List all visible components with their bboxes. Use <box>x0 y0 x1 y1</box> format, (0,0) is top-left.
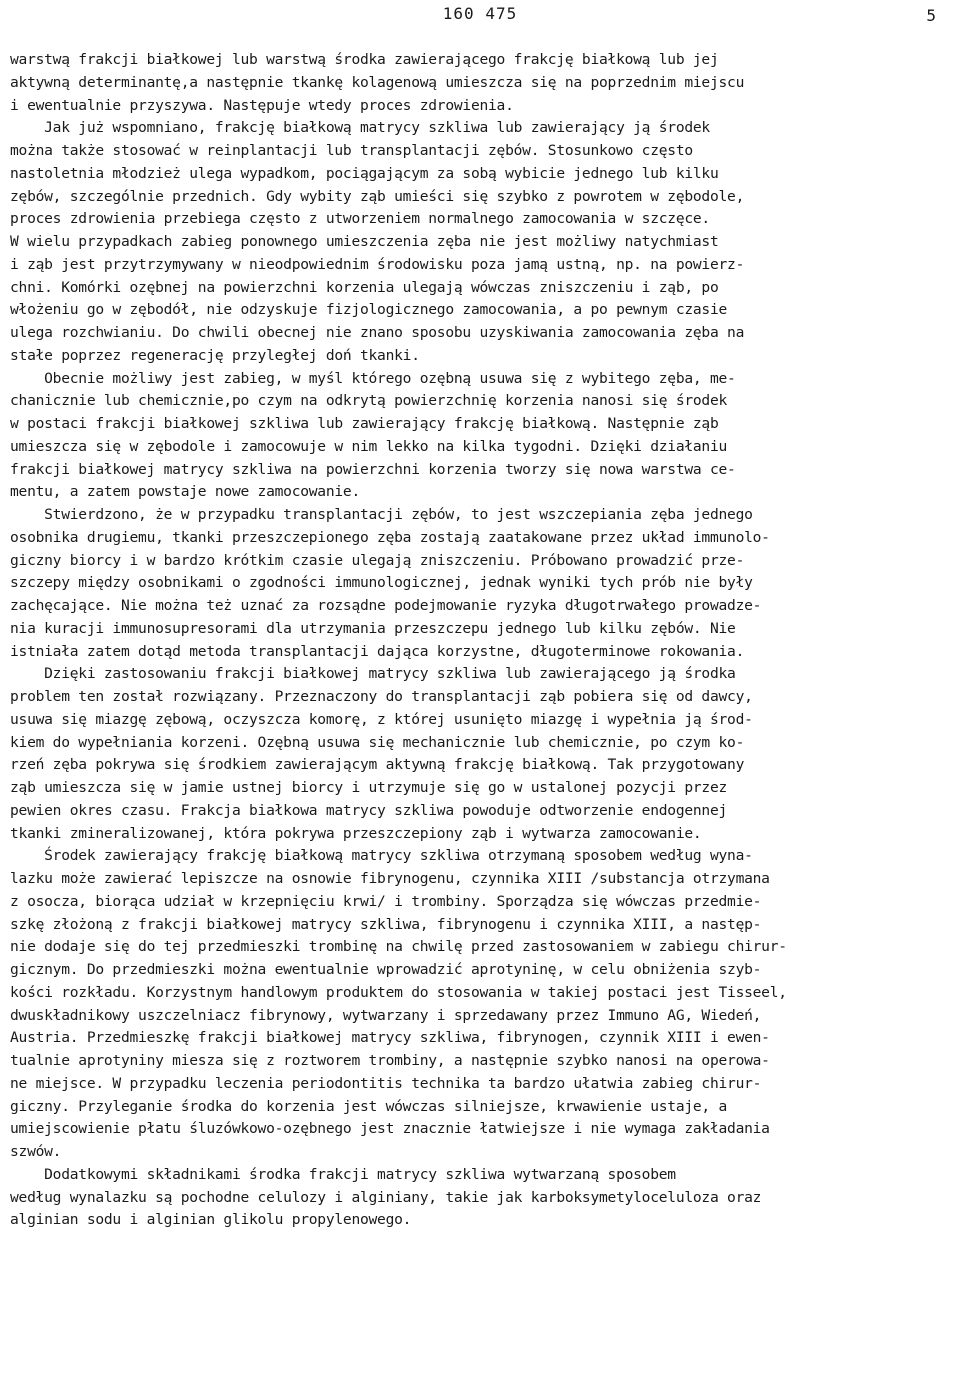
text-line: Stwierdzono, że w przypadku transplantacji zębów, to jest wszczepiania zęba jednego <box>10 506 753 523</box>
text-line: alginian sodu i alginian glikolu propylenowego. <box>10 1211 412 1229</box>
text-line: tualnie aprotyniny miesza się z roztworem trombiny, a następnie szybko nanosi na operowa- <box>10 1052 770 1069</box>
text-line: umiejscowienie płatu śluzówkowo-ozębnego jest znacznie łatwiejsze i nie wymaga zakładania <box>10 1120 770 1138</box>
text-line: problem ten został rozwiązany. Przeznaczony do transplantacji ząb pobiera się od dawcy, <box>10 688 753 705</box>
body-text <box>10 49 950 1232</box>
text-line: umieszcza się w zębodole i zamocowuje w nim lekko na kilka tygodni. Dzięki działaniu <box>10 437 728 455</box>
text-line: mentu, a zatem powstaje nowe zamocowanie. <box>10 483 360 501</box>
patent-number: 160 475 <box>442 4 518 23</box>
text-line: i ewentualnie przyszywa. Następuje wtedy proces zdrowienia. <box>10 96 514 114</box>
text-line: Dodatkowymi składnikami środka frakcji matrycy szkliwa wytwarzaną sposobem <box>10 1165 676 1183</box>
text-line: aktywną determinantę,a następnie tkankę kolagenową umieszcza się na poprzednim miejscu <box>10 73 745 91</box>
text-line: pewien okres czasu. Frakcja białkowa matrycy szkliwa powoduje odtworzenie endogennej <box>10 801 728 819</box>
text-line: nia kuracji immunosupresorami dla utrzymania przeszczepu jednego lub kilku zębów. Nie <box>10 619 736 637</box>
text-line: tkanki zmineralizowanej, która pokrywa przeszczepiony ząb i wytwarza zamocowanie. <box>10 824 702 842</box>
text-line: Austria. Przedmieszkę frakcji białkowej matrycy szkliwa, fibrynogen, czynnik XIII i ewen- <box>10 1029 770 1047</box>
text-line: w postaci frakcji białkowej szkliwa lub zawierający frakcję białkową. Następnie ząb <box>10 415 719 432</box>
text-line: chanicznie lub chemicznie,po czym na odkrytą powierzchnię korzenia nanosi się środek <box>10 392 728 410</box>
text-line: ne miejsce. W przypadku leczenia periodontitis technika ta bardzo ułatwia zabieg chirur- <box>10 1074 762 1092</box>
text-line: nastoletnia młodzież ulega wypadkom, pociągającym za sobą wybicie jednego lub kilku <box>10 164 719 182</box>
text-line: frakcji białkowej matrycy szkliwa na powierzchni korzenia tworzy się nowa warstwa ce- <box>10 460 736 478</box>
text-line: szkę złożoną z frakcji białkowej matrycy szkliwa, fibrynogenu i czynnika XIII, a następ- <box>10 915 762 933</box>
text-line: W wielu przypadkach zabieg ponownego umieszczenia zęba nie jest możliwy natychmiast <box>10 233 719 250</box>
text-line: usuwa się miazgę zębową, oczyszcza komorę, z której usunięto miazgę i wypełnia ją środ- <box>10 710 753 728</box>
text-line: osobnika drugiemu, tkanki przeszczepionego zęba zostają zaatakowane przez układ immunolo- <box>10 528 770 546</box>
text-line: można także stosować w reinplantacji lub transplantacji zębów. Stosunkowo często <box>10 142 693 159</box>
text-line: warstwą frakcji białkowej lub warstwą środka zawierającego frakcję białkową lub jej <box>10 51 719 68</box>
text-line: i ząb jest przytrzymywany w nieodpowiednim środowisku poza jamą ustną, np. na powierz- <box>10 255 745 273</box>
text-line: kości rozkładu. Korzystnym handlowym produktem do stosowania w takiej postaci jest Tisseel, <box>10 983 787 1001</box>
text-line: giczny. Przyleganie środka do korzenia jest wówczas silniejsze, krwawienie ustaje, a <box>10 1097 728 1115</box>
text-line: giczny biorcy i w bardzo krótkim czasie ulegają zniszczeniu. Próbowano prowadzić prze- <box>10 551 745 569</box>
text-line: z osocza, biorąca udział w krzepnięciu krwi/ i trombiny. Sporządza się wówczas przedmie- <box>10 892 762 910</box>
text-line: według wynalazku są pochodne celulozy i alginiany, takie jak karboksymetyloceluloza oraz <box>10 1188 762 1206</box>
text-line: Dzięki zastosowaniu frakcji białkowej matrycy szkliwa lub zawierającego ją środka <box>10 665 736 683</box>
text-line: ząb umieszcza się w jamie ustnej biorcy i utrzymuje się go w ustalonej pozycji przez <box>10 779 728 796</box>
text-line: Środek zawierający frakcję białkową matrycy szkliwa otrzymaną sposobem według wyna- <box>10 847 753 865</box>
text-line: ulega rozchwianiu. Do chwili obecnej nie znano sposobu uzyskiwania zamocowania zęba na <box>10 324 745 341</box>
text-line: Obecnie możliwy jest zabieg, w myśl którego ozębną usuwa się z wybitego zęba, me- <box>10 369 736 387</box>
text-line: szwów. <box>10 1143 62 1160</box>
text-line: kiem do wypełniania korzeni. Ozębną usuwa się mechanicznie lub chemicznie, po czym ko- <box>10 733 745 751</box>
text-line: gicznym. Do przedmieszki można ewentualnie wprowadzić aprotyninę, w celu obniżenia szyb- <box>10 961 762 978</box>
text-line: lazku może zawierać lepiszcze na osnowie fibrynogenu, czynnika XIII /substancja otrzymana <box>10 870 770 887</box>
text-line: nie dodaje się do tej przedmieszki trombinę na chwilę przed zastosowaniem w zabiegu chirur- <box>10 938 787 956</box>
text-line: szczepy między osobnikami o zgodności immunologicznej, jednak wyniki tych prób nie były <box>10 574 753 592</box>
text-line: Jak już wspomniano, frakcję białkową matrycy szkliwa lub zawierający ją środek <box>10 119 710 137</box>
text-line: chni. Komórki ozębnej na powierzchni korzenia ulegają wówczas zniszczeniu i ząb, po <box>10 278 719 296</box>
text-line: stałe poprzez regenerację przyległej doń tkanki. <box>10 346 420 364</box>
page-number: 5 <box>926 6 936 25</box>
text-line: włożeniu go w zębodół, nie odzyskuje fizjologicznego zamocowania, a po pewnym czasie <box>10 301 728 319</box>
text-line: proces zdrowienia przebiega często z utworzeniem normalnego zamocowania w szczęce. <box>10 210 710 228</box>
text-line: zębów, szczególnie przednich. Gdy wybity ząb umieści się szybko z powrotem w zębodole, <box>10 187 745 205</box>
text-line: zachęcające. Nie można też uznać za rozsądne podejmowanie ryzyka długotrwałego prowadze- <box>10 597 762 614</box>
text-line: dwuskładnikowy uszczelniacz fibrynowy, wytwarzany i sprzedawany przez Immuno AG, Wiedeń, <box>10 1006 762 1024</box>
text-line: rzeń zęba pokrywa się środkiem zawierającym aktywną frakcję białkową. Tak przygotowany <box>10 756 745 774</box>
text-line: istniała zatem dotąd metoda transplantacji dająca korzystne, długoterminowe rokowania. <box>10 642 745 660</box>
